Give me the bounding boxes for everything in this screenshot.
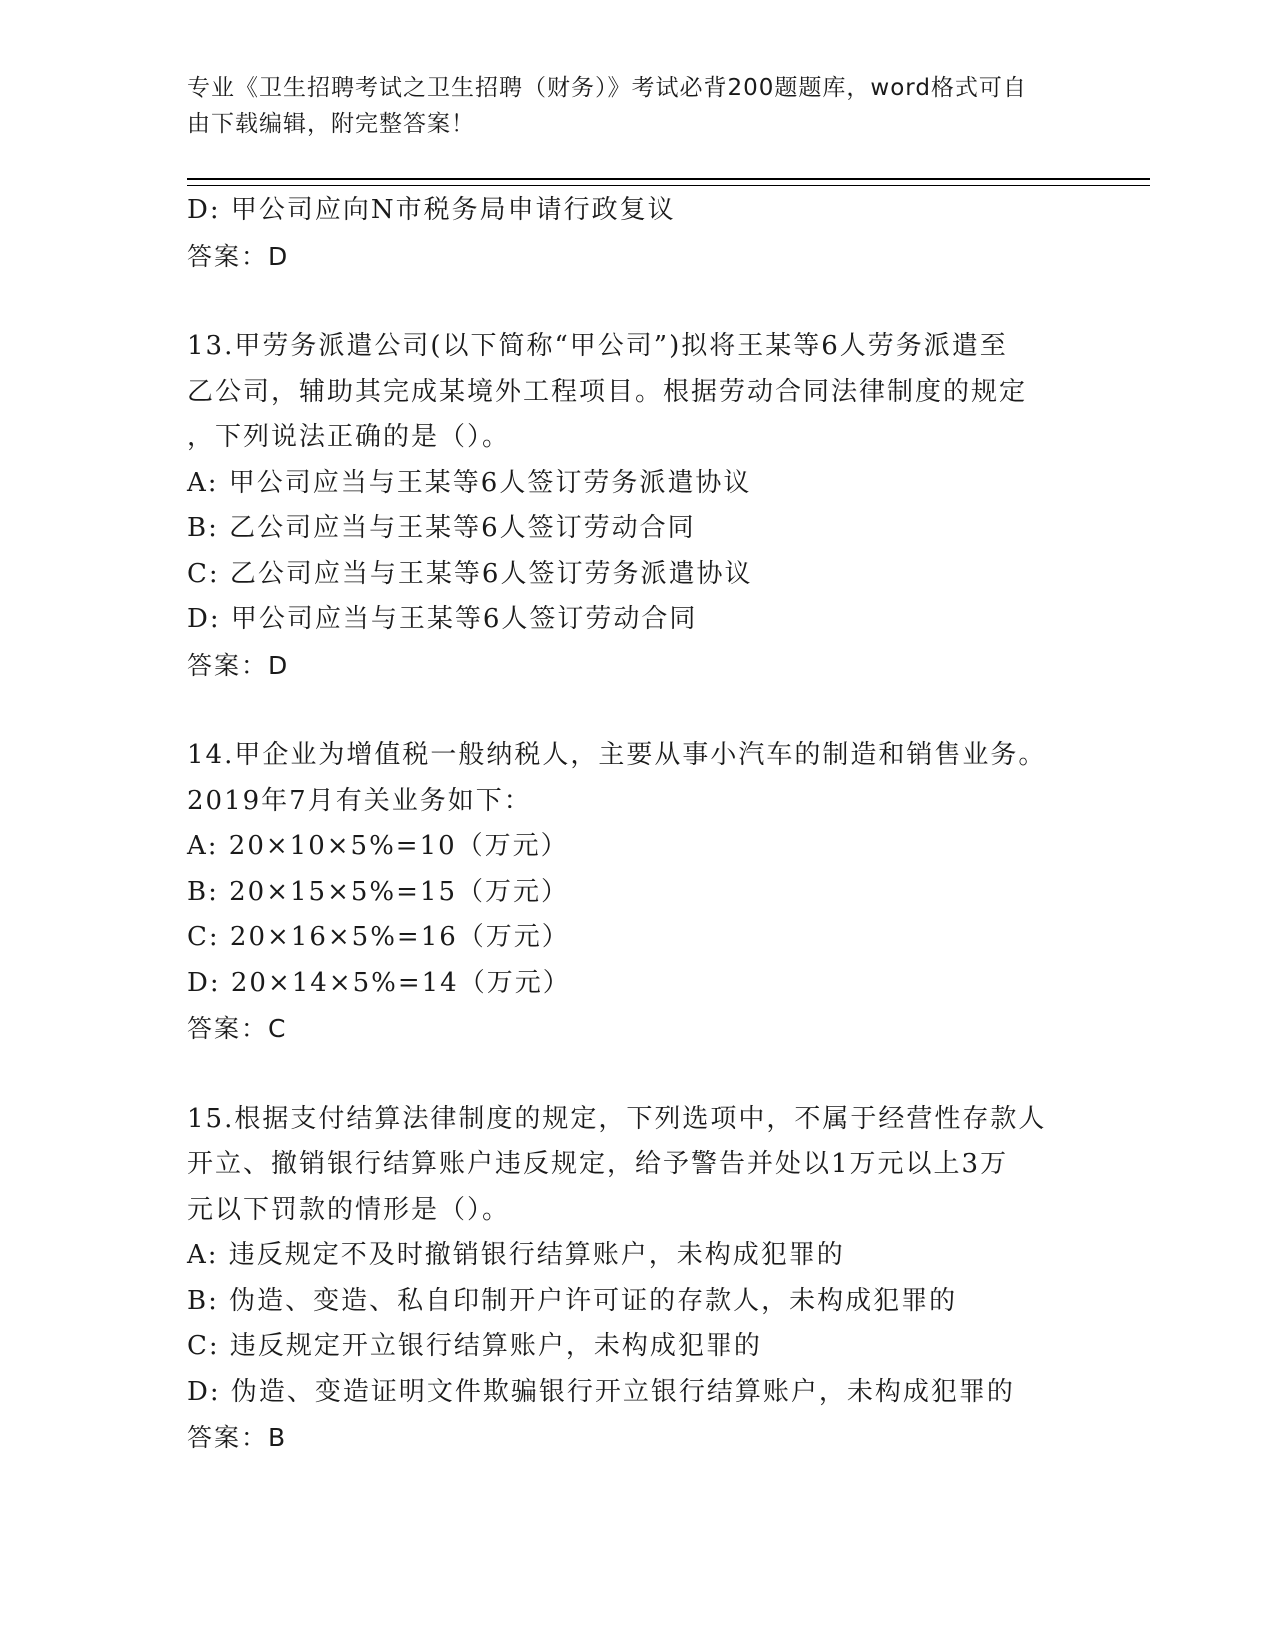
option-b: B: 乙公司应当与王某等6人签订劳动合同	[187, 513, 696, 543]
option-c: C: 20×16×5%=16（万元）	[187, 922, 570, 952]
question-stem: 13.甲劳务派遣公司(以下简称“甲公司”)拟将王某等6人劳务派遣至	[187, 331, 1008, 361]
document-header	[187, 70, 1067, 142]
question-stem: 元以下罚款的情形是（）。	[187, 1194, 511, 1225]
question-12-tail	[187, 188, 1087, 279]
option-d: D: 伪造、变造证明文件欺骗银行开立银行结算账户，未构成犯罪的	[187, 1376, 1015, 1407]
question-stem: 乙公司，辅助其完成某境外工程项目。根据劳动合同法律制度的规定	[187, 376, 1028, 407]
answer: 答案：C	[187, 1014, 288, 1043]
option-b: B: 伪造、变造、私自印制开户许可证的存款人，未构成犯罪的	[187, 1285, 958, 1316]
question-stem: 15.根据支付结算法律制度的规定，下列选项中，不属于经营性存款人	[187, 1103, 1047, 1134]
header-rule-thin	[187, 185, 1150, 186]
option-a: A: 甲公司应当与王某等6人签订劳务派遣协议	[187, 467, 752, 498]
option-c: C: 乙公司应当与王某等6人签订劳务派遣协议	[187, 558, 753, 589]
question-stem: 14.甲企业为增值税一般纳税人，主要从事小汽车的制造和销售业务。	[187, 740, 1047, 770]
answer: 答案：D	[187, 241, 290, 271]
question-14	[187, 733, 1087, 1052]
option-a: A: 违反规定不及时撤销银行结算账户，未构成犯罪的	[187, 1240, 845, 1270]
spacer	[187, 688, 1087, 733]
answer: 答案：B	[187, 1423, 288, 1452]
question-stem: 开立、撤销银行结算账户违反规定，给予警告并处以1万元以上3万	[187, 1149, 1009, 1179]
document-body	[187, 188, 1087, 1461]
spacer	[187, 1052, 1087, 1097]
option-d: D: 甲公司应当与王某等6人签订劳动合同	[187, 604, 698, 634]
header-line-1: 专业《卫生招聘考试之卫生招聘（财务）》考试必背200题题库，word格式可自	[187, 75, 1027, 101]
option-a: A: 20×10×5%=10（万元）	[187, 831, 569, 861]
question-15	[187, 1097, 1087, 1461]
question-stem: ，下列说法正确的是（）。	[187, 422, 511, 452]
question-stem: 2019年7月有关业务如下：	[187, 785, 532, 816]
option-b: B: 20×15×5%=15（万元）	[187, 876, 569, 907]
spacer	[187, 279, 1087, 324]
option-d: D: 20×14×5%=14（万元）	[187, 967, 571, 998]
option-d: D: 甲公司应向N市税务局申请行政复议	[187, 195, 676, 225]
question-13	[187, 324, 1087, 688]
header-line-2: 由下载编辑，附完整答案！	[187, 111, 475, 137]
option-c: C: 违反规定开立银行结算账户，未构成犯罪的	[187, 1331, 762, 1361]
answer: 答案：D	[187, 650, 290, 680]
header-rule-thick	[187, 178, 1150, 180]
